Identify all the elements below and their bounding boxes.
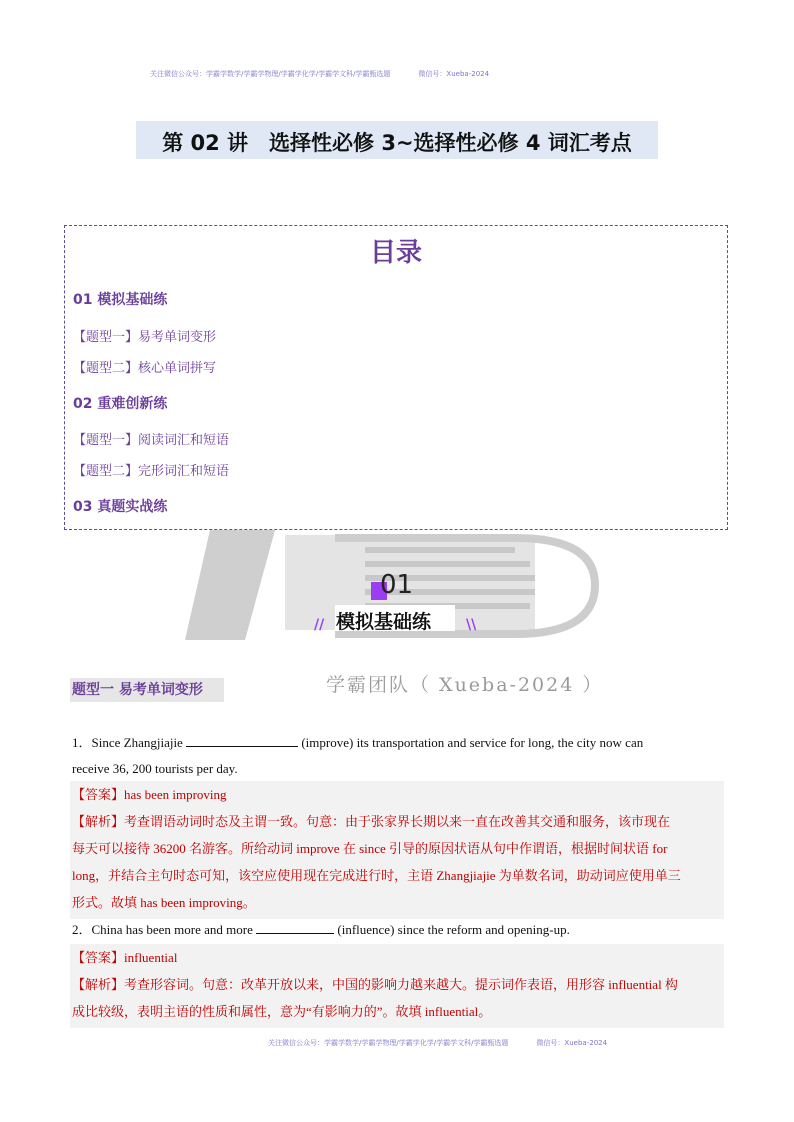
question-2-line-1 — [72, 917, 722, 943]
section-number: 01 — [380, 570, 414, 600]
toc-item-1-2[interactable]: 【题型二】核心单词拼写 — [73, 361, 217, 376]
question-1-prefix: 1．Since Zhangjiajie — [72, 735, 187, 750]
header-wechat: 微信号：Xueba-2024 — [418, 70, 490, 78]
toc-section-2[interactable]: 02 重难创新练 — [73, 396, 168, 412]
footer-text: 关注微信公众号：学霸学数学/学霸学物理/学霸学化学/学霸学文科/学霸甄选题 — [268, 1039, 509, 1047]
watermark: 学霸团队（ Xueba-2024 ） — [326, 674, 604, 696]
table-of-contents — [64, 225, 728, 530]
question-2-blank[interactable] — [256, 919, 334, 934]
question-2-prefix: 2．China has been more and more — [72, 922, 257, 937]
question-1-line-1 — [72, 730, 722, 756]
page-title: 第 02 讲 选择性必修 3~选择性必修 4 词汇考点 — [162, 131, 632, 155]
analysis-2-line-1: 【解析】考查形容词。句意：改革开放以来，中国的影响力越来越大。提示词作表语，用形容 influential 构 — [72, 977, 678, 992]
toc-item-2-1[interactable]: 【题型一】阅读词汇和短语 — [73, 433, 230, 448]
section-title: 模拟基础练 — [336, 611, 432, 633]
question-2-suffix: (influence) since the reform and opening-up. — [334, 922, 570, 937]
footer-wechat: 微信号：Xueba-2024 — [536, 1039, 608, 1047]
question-1-line-2: receive 36, 200 tourists per day. — [72, 761, 238, 776]
toc-item-2-2[interactable]: 【题型二】完形词汇和短语 — [73, 464, 230, 479]
question-1-suffix: (improve) its transportation and service for long, the city now can — [298, 735, 644, 750]
slash-left-decoration: // — [314, 617, 325, 633]
answer-box-1 — [70, 781, 724, 919]
question-1-blank[interactable] — [186, 732, 298, 747]
analysis-2-line-2: 成比较级，表明主语的性质和属性，意为“有影响力的”。故填 influential。 — [72, 1004, 492, 1019]
analysis-1-line-4: 形式。故填 has been improving。 — [72, 895, 256, 910]
slash-right-decoration: \\ — [466, 617, 477, 633]
toc-item-1-1[interactable]: 【题型一】易考单词变形 — [73, 330, 217, 345]
toc-section-1[interactable]: 01 模拟基础练 — [73, 292, 168, 308]
analysis-1-line-1: 【解析】考查谓语动词时态及主谓一致。句意：由于张家界长期以来一直在改善其交通和服务，该市现在 — [72, 814, 671, 829]
title-banner — [136, 121, 658, 159]
question-type-heading: 题型一 易考单词变形 — [70, 678, 224, 702]
answer-2: 【答案】influential — [72, 950, 178, 965]
analysis-1-line-2: 每天可以接待 36200 名游客。所给动词 improve 在 since 引导的原因状语从句中作谓语，根据时间状语 for — [72, 841, 668, 856]
answer-1: 【答案】has been improving — [72, 787, 227, 802]
toc-section-3[interactable]: 03 真题实战练 — [73, 499, 168, 515]
page-header — [150, 69, 489, 79]
page-footer — [268, 1038, 607, 1048]
answer-box-2 — [70, 944, 724, 1028]
header-text: 关注微信公众号：学霸学数学/学霸学物理/学霸学化学/学霸学文科/学霸甄选题 — [150, 70, 391, 78]
analysis-1-line-3: long，并结合主句时态可知，该空应使用现在完成进行时，主语 Zhangjiajie 为单数名词，助动词应使用单三 — [72, 868, 681, 883]
toc-heading: 目录 — [369, 238, 422, 268]
